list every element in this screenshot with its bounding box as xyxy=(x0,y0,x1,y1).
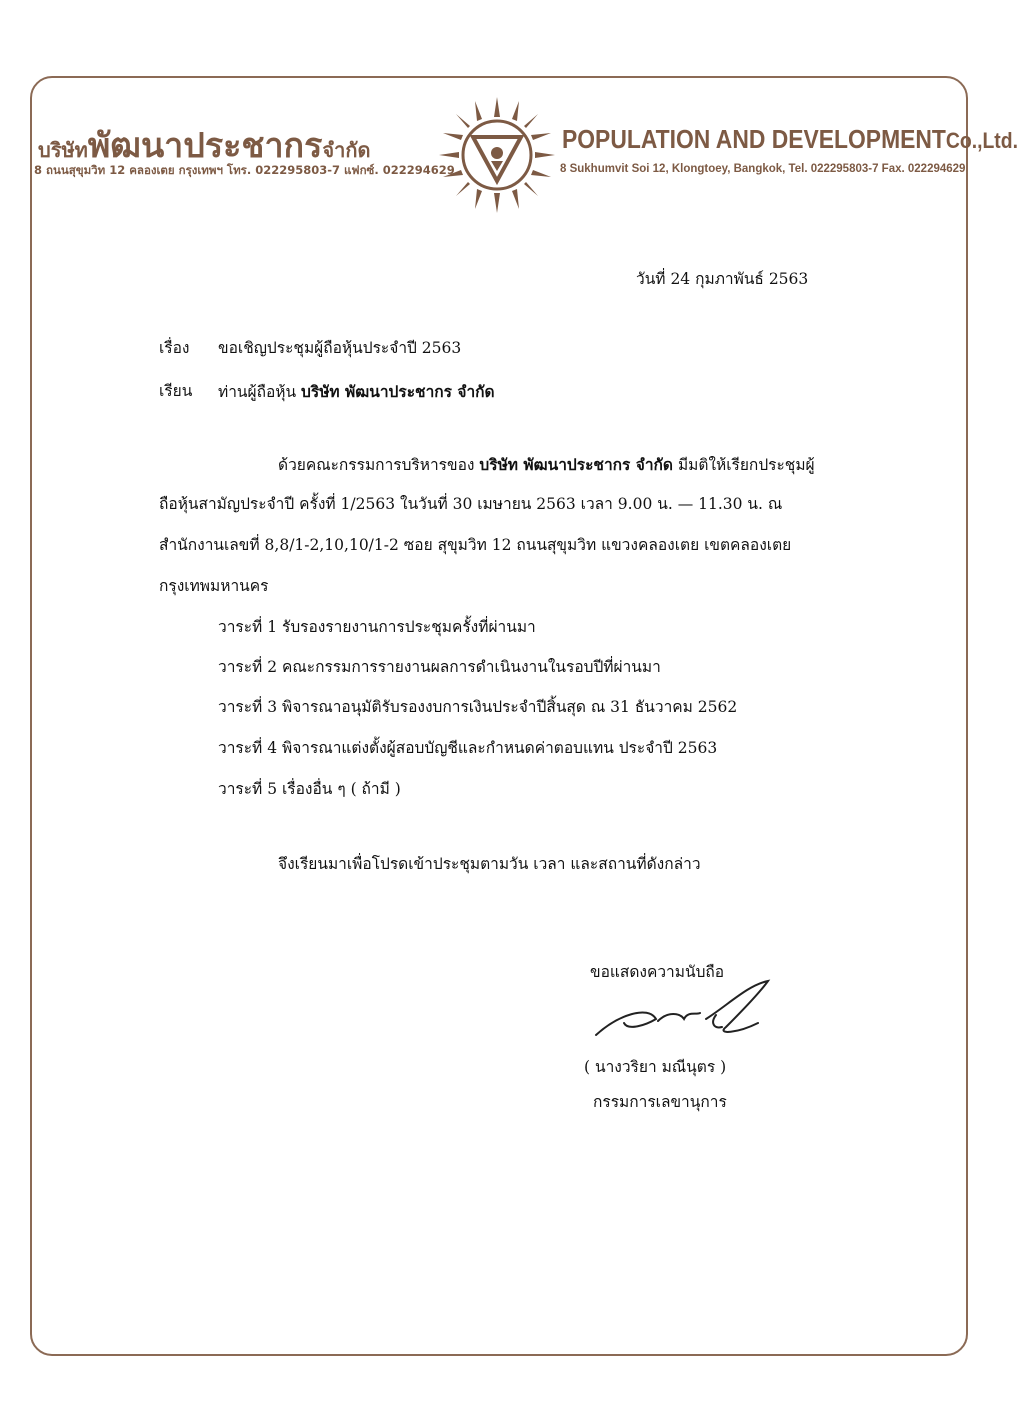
letterhead-border xyxy=(30,76,968,1356)
letter-date: วันที่ 24 กุมภาพันธ์ 2563 xyxy=(636,270,809,288)
body-line-3: สำนักงานเลขที่ 8,8/1-2,10,10/1-2 ซอย สุขุมวิท 12 ถนนสุขุมวิท แขวงคลองเตย เขตคลองเตย xyxy=(159,536,792,554)
agenda-item-2: วาระที่ 2 คณะกรรมการรายงานผลการดำเนินงานในรอบปีที่ผ่านมา xyxy=(218,658,661,676)
agenda-item-3: วาระที่ 3 พิจารณาอนุมัติรับรองงบการเงินประจำปีสิ้นสุด ณ 31 ธันวาคม 2562 xyxy=(218,698,738,716)
signer-name: ( นางวริยา มณีนุตร ) xyxy=(584,1058,727,1076)
company-name-english: POPULATION AND DEVELOPMENTCo.,Ltd. xyxy=(562,124,1018,154)
agenda-item-4: วาระที่ 4 พิจารณาแต่งตั้งผู้สอบบัญชีและกำหนดค่าตอบแทน ประจำปี 2563 xyxy=(218,739,718,757)
subject-text: ขอเชิญประชุมผู้ถือหุ้นประจำปี 2563 xyxy=(218,339,462,357)
to-recipient: ท่านผู้ถือหุ้น บริษัท พัฒนาประชากร จำกัด xyxy=(218,382,495,401)
company-logo-icon xyxy=(437,95,557,215)
subject-label: เรื่อง xyxy=(159,339,190,357)
closing-sentence: จึงเรียนมาเพื่อโปรดเข้าประชุมตามวัน เวลา และสถานที่ดังกล่าว xyxy=(278,855,701,873)
company-name-thai: บริษัทพัฒนาประชากรจำกัด xyxy=(38,126,371,166)
body-line-1: ด้วยคณะกรรมการบริหารของ บริษัท พัฒนาประชากร จำกัด มีมติให้เรียกประชุมผู้ xyxy=(278,455,815,474)
body-line-2: ถือหุ้นสามัญประจำปี ครั้งที่ 1/2563 ในวันที่ 30 เมษายน 2563 เวลา 9.00 น. — 11.30 น. ณ xyxy=(159,495,783,513)
agenda-item-5: วาระที่ 5 เรื่องอื่น ๆ ( ถ้ามี ) xyxy=(218,780,401,798)
body-line-4: กรุงเทพมหานคร xyxy=(159,577,269,595)
regards: ขอแสดงความนับถือ xyxy=(590,963,725,981)
to-label: เรียน xyxy=(159,382,193,400)
agenda-item-1: วาระที่ 1 รับรองรายงานการประชุมครั้งที่ผ่านมา xyxy=(218,618,536,636)
signer-title: กรรมการเลขานุการ xyxy=(593,1093,727,1111)
address-thai: 8 ถนนสุขุมวิท 12 คลองเตย กรุงเทพฯ โทร. 022295803-7 แฟกซ์. 022294629 xyxy=(34,163,455,177)
address-english: 8 Sukhumvit Soi 12, Klongtoey, Bangkok, Tel. 022295803-7 Fax. 022294629 xyxy=(560,163,966,175)
signature-icon xyxy=(588,975,778,1045)
